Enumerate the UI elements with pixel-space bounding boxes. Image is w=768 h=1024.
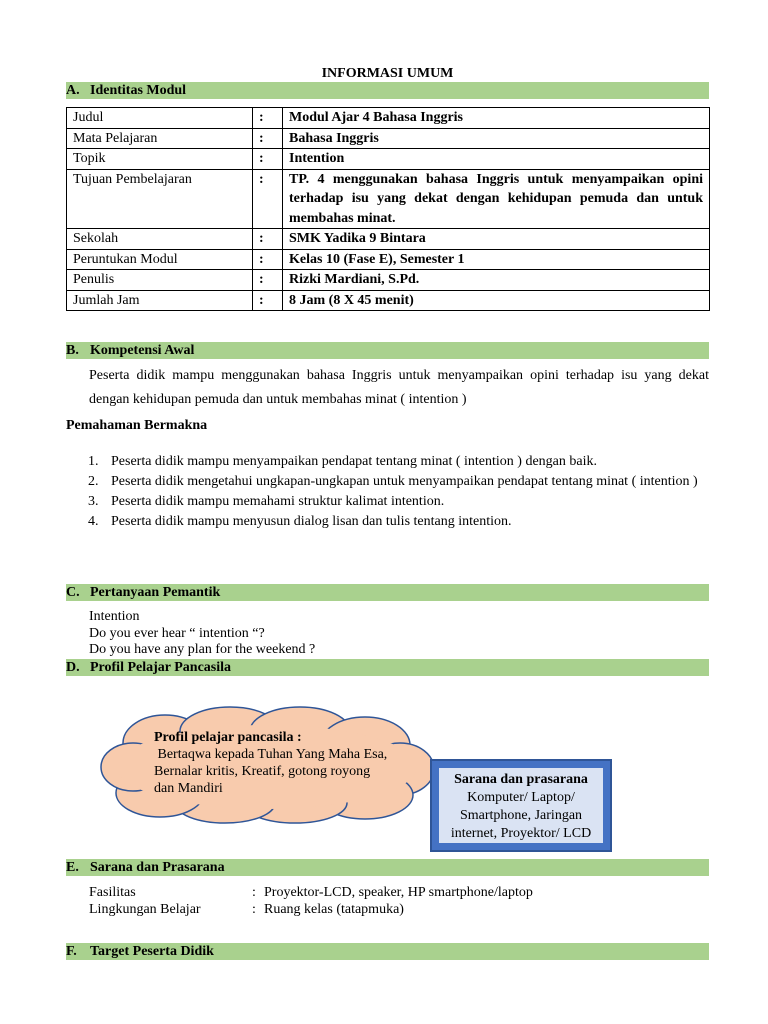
fasilitas-row <box>89 885 709 901</box>
list-item-text: Peserta didik mengetahui ungkapan-ungkapan untuk menyampaikan pendapat tentang minat ( intention ) <box>111 474 698 489</box>
list-item <box>66 472 709 491</box>
list-item-text: Peserta didik mampu menyusun dialog lisan dan tulis tentang intention. <box>111 514 512 529</box>
sarana-callout-box <box>430 759 612 852</box>
fasilitas-value: Proyektor-LCD, speaker, HP smartphone/laptop <box>264 885 533 900</box>
sarana-callout-content <box>439 768 603 843</box>
callout-title: Sarana dan prasarana <box>454 772 588 787</box>
pemantik-line: Intention <box>89 609 140 624</box>
section-d-header <box>66 659 709 676</box>
lingkungan-separator: : <box>252 902 256 917</box>
cloud-line: Bernalar kritis, Kreatif, gotong royong <box>154 764 371 779</box>
profil-cloud-text <box>154 729 419 797</box>
identity-value: Modul Ajar 4 Bahasa Inggris <box>283 108 710 129</box>
section-c-title: Pertanyaan Pemantik <box>90 585 221 600</box>
identity-value: Rizki Mardiani, S.Pd. <box>283 270 710 291</box>
identity-label: Sekolah <box>67 229 253 250</box>
list-item <box>66 452 709 471</box>
table-row <box>67 128 710 149</box>
table-row <box>67 249 710 270</box>
list-item-text: Peserta didik mampu menyampaikan pendapat tentang minat ( intention ) dengan baik. <box>111 454 597 469</box>
section-d-title: Profil Pelajar Pancasila <box>90 660 232 675</box>
identity-label: Mata Pelajaran <box>67 128 253 149</box>
section-a-header <box>66 82 709 99</box>
pemahaman-list <box>66 452 709 532</box>
list-item <box>66 492 709 511</box>
section-e-header <box>66 859 709 876</box>
identity-table <box>66 107 710 311</box>
pemantik-line: Do you ever hear “ intention “? <box>89 626 265 641</box>
section-b-title: Kompetensi Awal <box>90 343 195 358</box>
list-item <box>66 512 709 531</box>
section-b-letter: B. <box>66 343 79 358</box>
identity-label: Judul <box>67 108 253 129</box>
identity-separator: : <box>253 249 283 270</box>
identity-label: Penulis <box>67 270 253 291</box>
identity-separator: : <box>253 229 283 250</box>
fasilitas-label: Fasilitas <box>89 885 136 900</box>
doc-title: INFORMASI UMUM <box>321 66 454 81</box>
pemantik-line: Do you have any plan for the weekend ? <box>89 642 316 657</box>
lingkungan-row <box>89 902 709 918</box>
section-e-title: Sarana dan Prasarana <box>90 860 225 875</box>
section-f-title: Target Peserta Didik <box>90 944 214 959</box>
lingkungan-value: Ruang kelas (tatapmuka) <box>264 902 404 917</box>
section-b-header <box>66 342 709 359</box>
list-item-number: 3. <box>88 494 99 509</box>
identity-value: Intention <box>283 149 710 170</box>
identity-separator: : <box>253 128 283 149</box>
identity-value: Bahasa Inggris <box>283 128 710 149</box>
callout-line: internet, Proyektor/ LCD <box>450 826 592 841</box>
section-f-header <box>66 943 709 960</box>
identity-label: Topik <box>67 149 253 170</box>
section-d-letter: D. <box>66 660 80 675</box>
identity-value: SMK Yadika 9 Bintara <box>283 229 710 250</box>
identity-label: Jumlah Jam <box>67 290 253 311</box>
fasilitas-separator: : <box>252 885 256 900</box>
identity-separator: : <box>253 270 283 291</box>
callout-line: Komputer/ Laptop/ <box>467 790 575 805</box>
section-e-letter: E. <box>66 860 79 875</box>
table-row <box>67 270 710 291</box>
table-row <box>67 290 710 311</box>
lingkungan-label: Lingkungan Belajar <box>89 902 201 917</box>
callout-line: Smartphone, Jaringan <box>459 808 583 823</box>
identity-separator: : <box>253 108 283 129</box>
table-row <box>67 108 710 129</box>
section-a-title: Identitas Modul <box>90 83 187 98</box>
cloud-line: Bertaqwa kepada Tuhan Yang Maha Esa, <box>154 747 388 762</box>
section-a-letter: A. <box>66 83 80 98</box>
identity-label: Tujuan Pembelajaran <box>67 169 253 229</box>
identity-separator: : <box>253 149 283 170</box>
identity-separator: : <box>253 169 283 229</box>
table-row <box>67 149 710 170</box>
section-f-letter: F. <box>66 944 77 959</box>
pemahaman-heading: Pemahaman Bermakna <box>66 418 208 433</box>
section-c-letter: C. <box>66 585 80 600</box>
table-row <box>67 229 710 250</box>
cloud-title: Profil pelajar pancasila : <box>154 730 302 745</box>
list-item-number: 2. <box>88 474 99 489</box>
identity-label: Peruntukan Modul <box>67 249 253 270</box>
table-row <box>67 169 710 229</box>
list-item-text: Peserta didik mampu memahami struktur kalimat intention. <box>111 494 445 509</box>
kompetensi-paragraph: Peserta didik mampu menggunakan bahasa Inggris untuk menyampaikan opini terhadap isu yang dekat dengan kehidupan pemuda dan untuk membahas minat ( intention ) <box>89 368 709 407</box>
identity-value: Kelas 10 (Fase E), Semester 1 <box>283 249 710 270</box>
list-item-number: 4. <box>88 514 99 529</box>
identity-value: 8 Jam (8 X 45 menit) <box>283 290 710 311</box>
section-c-header <box>66 584 709 601</box>
cloud-line: dan Mandiri <box>154 781 223 796</box>
identity-separator: : <box>253 290 283 311</box>
identity-value: TP. 4 menggunakan bahasa Inggris untuk menyampaikan opini terhadap isu yang dekat dengan kehidupan pemuda dan untuk membahas minat. <box>283 169 710 229</box>
list-item-number: 1. <box>88 454 99 469</box>
